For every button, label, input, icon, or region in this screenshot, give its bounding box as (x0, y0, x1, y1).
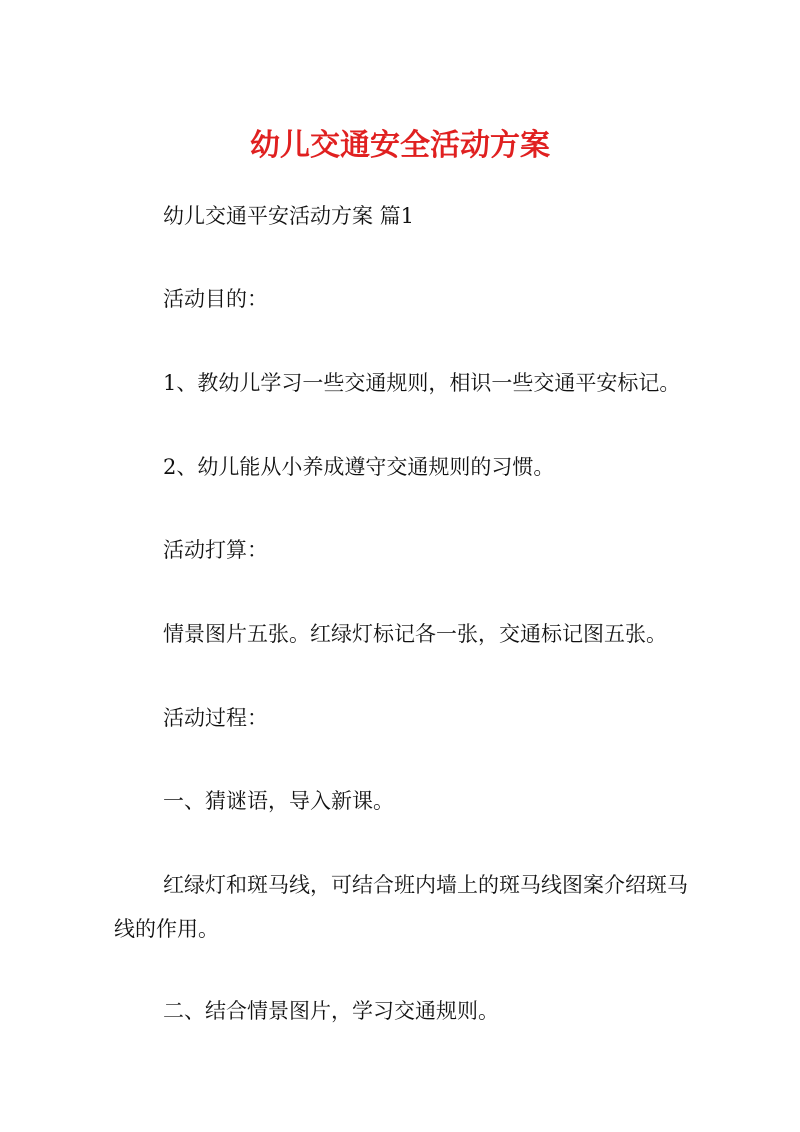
paragraph-preparation: 活动打算： (163, 538, 268, 562)
paragraph-goal-1: 1、教幼儿学习一些交通规则，相识一些交通平安标记。 (163, 371, 681, 395)
paragraph-activity-goal: 活动目的： (163, 287, 268, 311)
paragraph-step-1-detail: 红绿灯和斑马线，可结合班内墙上的斑马线图案介绍斑马线的作用。 (114, 873, 688, 941)
paragraph-step-1: 一、猜谜语，导入新课。 (163, 789, 394, 813)
paragraph-goal-2: 2、幼儿能从小养成遵守交通规则的习惯。 (163, 455, 555, 479)
document-title: 幼儿交通安全活动方案 (250, 128, 550, 163)
paragraph-step-2: 二、结合情景图片，学习交通规则。 (163, 999, 499, 1023)
paragraph-materials: 情景图片五张。红绿灯标记各一张，交通标记图五张。 (163, 622, 667, 646)
section-heading: 幼儿交通平安活动方案 篇1 (163, 204, 415, 228)
paragraph-process: 活动过程： (163, 706, 268, 730)
